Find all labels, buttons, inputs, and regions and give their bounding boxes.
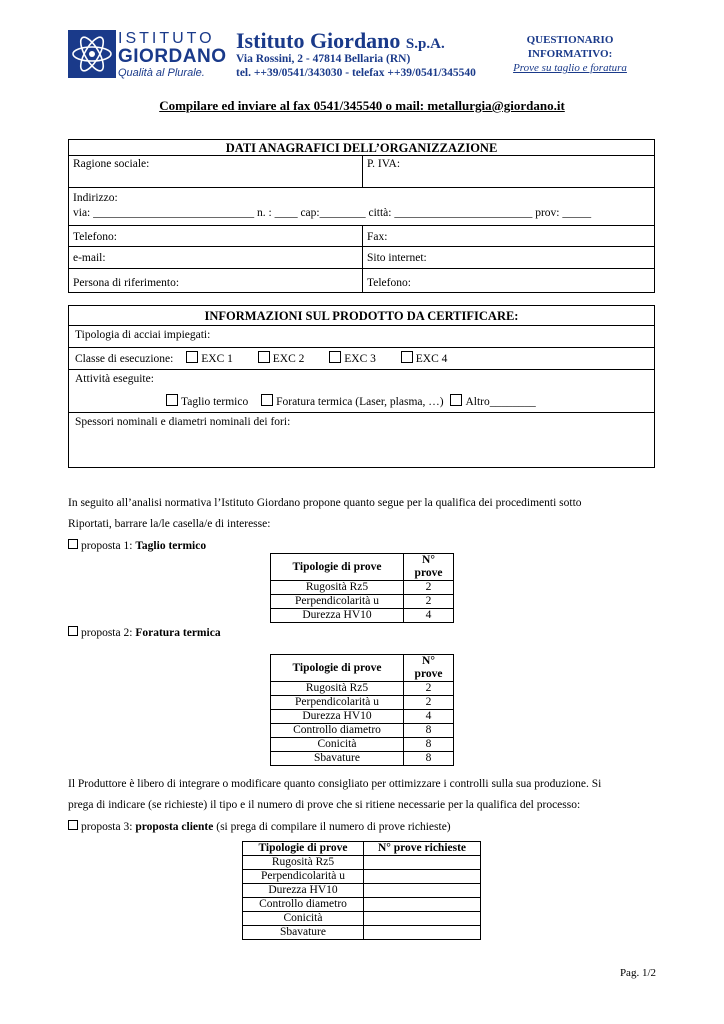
intro-text-1: In seguito all’analisi normativa l’Istituto Giordano propone quanto segue per la qualifica dei procedimenti sotto	[68, 497, 582, 509]
taglio-checkbox[interactable]: Taglio termico	[166, 396, 248, 408]
table-row: Conicità 8	[271, 738, 454, 752]
company-name: Istituto Giordano S.p.A.	[236, 28, 445, 53]
exc4-checkbox[interactable]: EXC 4	[401, 353, 448, 365]
telefono-field[interactable]: Telefono:	[73, 231, 117, 243]
proposta3-table: Tipologie di prove N° prove richieste Rugosità Rz5 Perpendicolarità u Durezza HV10 Controllo diametro Conicità Sbavature	[242, 841, 481, 940]
proposta2-table: Tipologie di prove N° prove Rugosità Rz5 2 Perpendicolarità u 2 Durezza HV10 4 Controllo diametro 8 Conicità 8 Sbavature 8	[270, 654, 454, 766]
piva-field[interactable]: P. IVA:	[367, 158, 401, 170]
proposta3-option[interactable]: proposta 3: proposta cliente (si prega di compilare il numero di prove richieste)	[68, 820, 451, 833]
exc3-checkbox[interactable]: EXC 3	[329, 353, 376, 365]
altro-checkbox[interactable]: Altro________	[450, 396, 535, 408]
table-row: Rugosità Rz5 2	[271, 581, 454, 595]
indirizzo-label: Indirizzo:	[73, 192, 118, 204]
table-row: Durezza HV10 4	[271, 710, 454, 724]
classe-label: Classe di esecuzione:	[75, 353, 174, 365]
product-section-title: INFORMAZIONI SUL PRODOTTO DA CERTIFICARE:	[204, 309, 519, 323]
attivita-row	[166, 394, 536, 408]
exc1-checkbox[interactable]: EXC 1	[186, 353, 233, 365]
count-input[interactable]	[364, 926, 481, 940]
via-field[interactable]: via: ____________________________ n. : ____ cap:________ città: ________________________ prov: _____	[73, 207, 592, 219]
logo-icon	[68, 30, 116, 78]
logo-line2: GIORDANO	[118, 46, 227, 67]
doc-type: QUESTIONARIO INFORMATIVO: Prove su taglio e foratura	[506, 33, 634, 75]
count-input[interactable]	[364, 856, 481, 870]
classe-row	[75, 351, 447, 365]
org-section	[68, 139, 655, 293]
org-section-title: DATI ANAGRAFICI DELL’ORGANIZZAZIONE	[225, 141, 498, 155]
logo-line1: ISTITUTO	[118, 30, 215, 47]
email-field[interactable]: e-mail:	[73, 252, 106, 264]
table-row: Perpendicolarità u	[243, 870, 481, 884]
ragione-sociale-field[interactable]: Ragione sociale:	[73, 158, 150, 170]
table-row: Durezza HV10	[243, 884, 481, 898]
tipologia-field[interactable]: Tipologia di acciai impiegati:	[75, 329, 211, 341]
attivita-label: Attività eseguite:	[75, 373, 154, 385]
producer-text-1: Il Produttore è libero di integrare o modificare quanto consigliato per ottimizzare i controlli sulla sua produzione. Si	[68, 778, 602, 790]
proposta2-option[interactable]: proposta 2: Foratura termica	[68, 626, 221, 639]
producer-text-2: prega di indicare (se richieste) il tipo e il numero di prove che si ritiene necessarie per la qualifica del processo:	[68, 799, 581, 811]
company-phone: tel. ++39/0541/343030 - telefax ++39/0541/345540	[236, 67, 476, 79]
foratura-checkbox[interactable]: Foratura termica (Laser, plasma, …)	[261, 396, 444, 408]
table-row: Controllo diametro 8	[271, 724, 454, 738]
table-row: Sbavature 8	[271, 752, 454, 766]
table-row: Durezza HV10 4	[271, 609, 454, 623]
instructions: Compilare ed inviare al fax 0541/345540 o mail: metallurgia@giordano.it	[159, 98, 565, 113]
page-number: Pag. 1/2	[619, 967, 656, 979]
sito-field[interactable]: Sito internet:	[367, 252, 427, 264]
proposta1-option[interactable]: proposta 1: Taglio termico	[68, 539, 206, 552]
table-row: Sbavature	[243, 926, 481, 940]
count-input[interactable]	[364, 898, 481, 912]
table-row: Perpendicolarità u 2	[271, 696, 454, 710]
company-address: Via Rossini, 2 - 47814 Bellaria (RN)	[236, 53, 411, 65]
table-row: Rugosità Rz5 2	[271, 682, 454, 696]
telefono2-field[interactable]: Telefono:	[367, 277, 411, 289]
proposta1-table: Tipologie di prove N° prove Rugosità Rz5 2 Perpendicolarità u 2 Durezza HV10 4	[270, 553, 454, 623]
count-input[interactable]	[364, 912, 481, 926]
count-input[interactable]	[364, 870, 481, 884]
persona-field[interactable]: Persona di riferimento:	[73, 277, 180, 289]
exc2-checkbox[interactable]: EXC 2	[258, 353, 305, 365]
table-row: Controllo diametro	[243, 898, 481, 912]
spessori-field[interactable]: Spessori nominali e diametri nominali dei fori:	[75, 416, 291, 428]
fax-field[interactable]: Fax:	[367, 231, 388, 243]
logo-tagline: Qualità al Plurale.	[118, 67, 205, 79]
doc-subject: Prove su taglio e foratura	[513, 62, 627, 74]
product-section	[68, 305, 655, 468]
intro-text-2: Riportati, barrare la/le casella/e di interesse:	[68, 518, 271, 530]
table-row: Rugosità Rz5	[243, 856, 481, 870]
count-input[interactable]	[364, 884, 481, 898]
table-row: Conicità	[243, 912, 481, 926]
table-row: Perpendicolarità u 2	[271, 595, 454, 609]
